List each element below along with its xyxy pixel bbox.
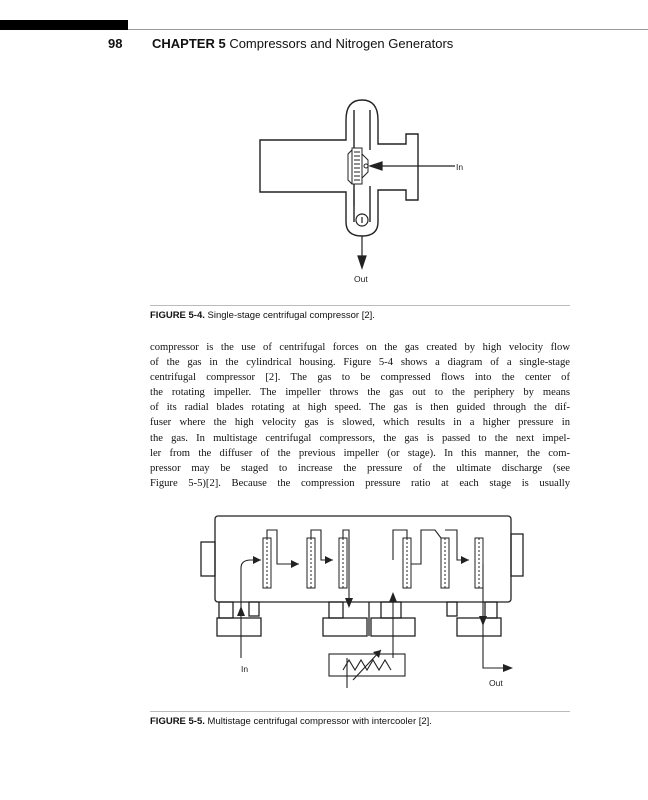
body-line: fuser where the high velocity gas is slowed, which results in a higher pressure in (150, 417, 570, 429)
figure-5-4-caption-rule (150, 305, 570, 306)
figure-5-4-out-label: Out (354, 274, 368, 284)
body-line: the gas. In multistage centrifugal compressors, the gas is passed to the next impel- (150, 432, 570, 444)
body-line: of the gas in the cylindrical housing. Figure 5-4 shows a diagram of a single-stage (150, 357, 570, 369)
figure-5-5-caption-number: FIGURE 5-5. (150, 716, 205, 727)
figure-5-5-caption-text: Multistage centrifugal compressor with intercooler [2]. (207, 716, 432, 727)
body-line: the rotating impeller. The impeller throws the gas out to the periphery by means (150, 387, 570, 399)
figure-5-5-out-label: Out (489, 678, 503, 688)
chapter-label: CHAPTER 5 (152, 36, 226, 51)
impeller-icon (348, 148, 368, 184)
running-header (108, 36, 453, 51)
figure-5-4-in-label: In (456, 162, 464, 172)
inlet-arrow-icon (370, 162, 455, 170)
figure-5-5-caption-rule (150, 711, 570, 712)
body-line: of its radial blades rotating at high speed. The gas is then guided through the dif- (150, 402, 570, 414)
page-number: 98 (108, 36, 123, 51)
chapter-title: Compressors and Nitrogen Generators (229, 36, 454, 51)
body-line: ler from the diffuser of the previous impeller (or stage). In this manner, the com- (150, 447, 570, 459)
figure-5-5-caption (150, 716, 432, 727)
figure-5-4-caption (150, 310, 375, 321)
figure-multistage-compressor (195, 508, 535, 698)
flow-paths (241, 530, 507, 688)
compressor-housing (260, 100, 418, 236)
figure-5-5-in-label: In (241, 664, 249, 674)
intercooler-icon (329, 650, 405, 680)
outlet-arrow-icon (354, 190, 368, 268)
body-line: compressor is the use of centrifugal forces on the gas created by high velocity flow (150, 342, 570, 353)
header-bar (0, 20, 128, 30)
figure-5-4-caption-number: FIGURE 5-4. (150, 310, 205, 321)
body-line: Figure 5-5)[2]. Because the compression pressure ratio at each stage is usually (150, 477, 570, 489)
figure-single-stage-compressor (240, 90, 480, 290)
header-rule (128, 29, 648, 30)
body-paragraph (150, 340, 570, 491)
body-line: pressor may be staged to increase the pressure of the ultimate discharge (see (150, 462, 570, 474)
body-line: centrifugal compressor [2]. The gas to be compressed flows into the center of (150, 372, 570, 384)
figure-5-4-caption-text: Single-stage centrifugal compressor [2]. (207, 310, 375, 321)
